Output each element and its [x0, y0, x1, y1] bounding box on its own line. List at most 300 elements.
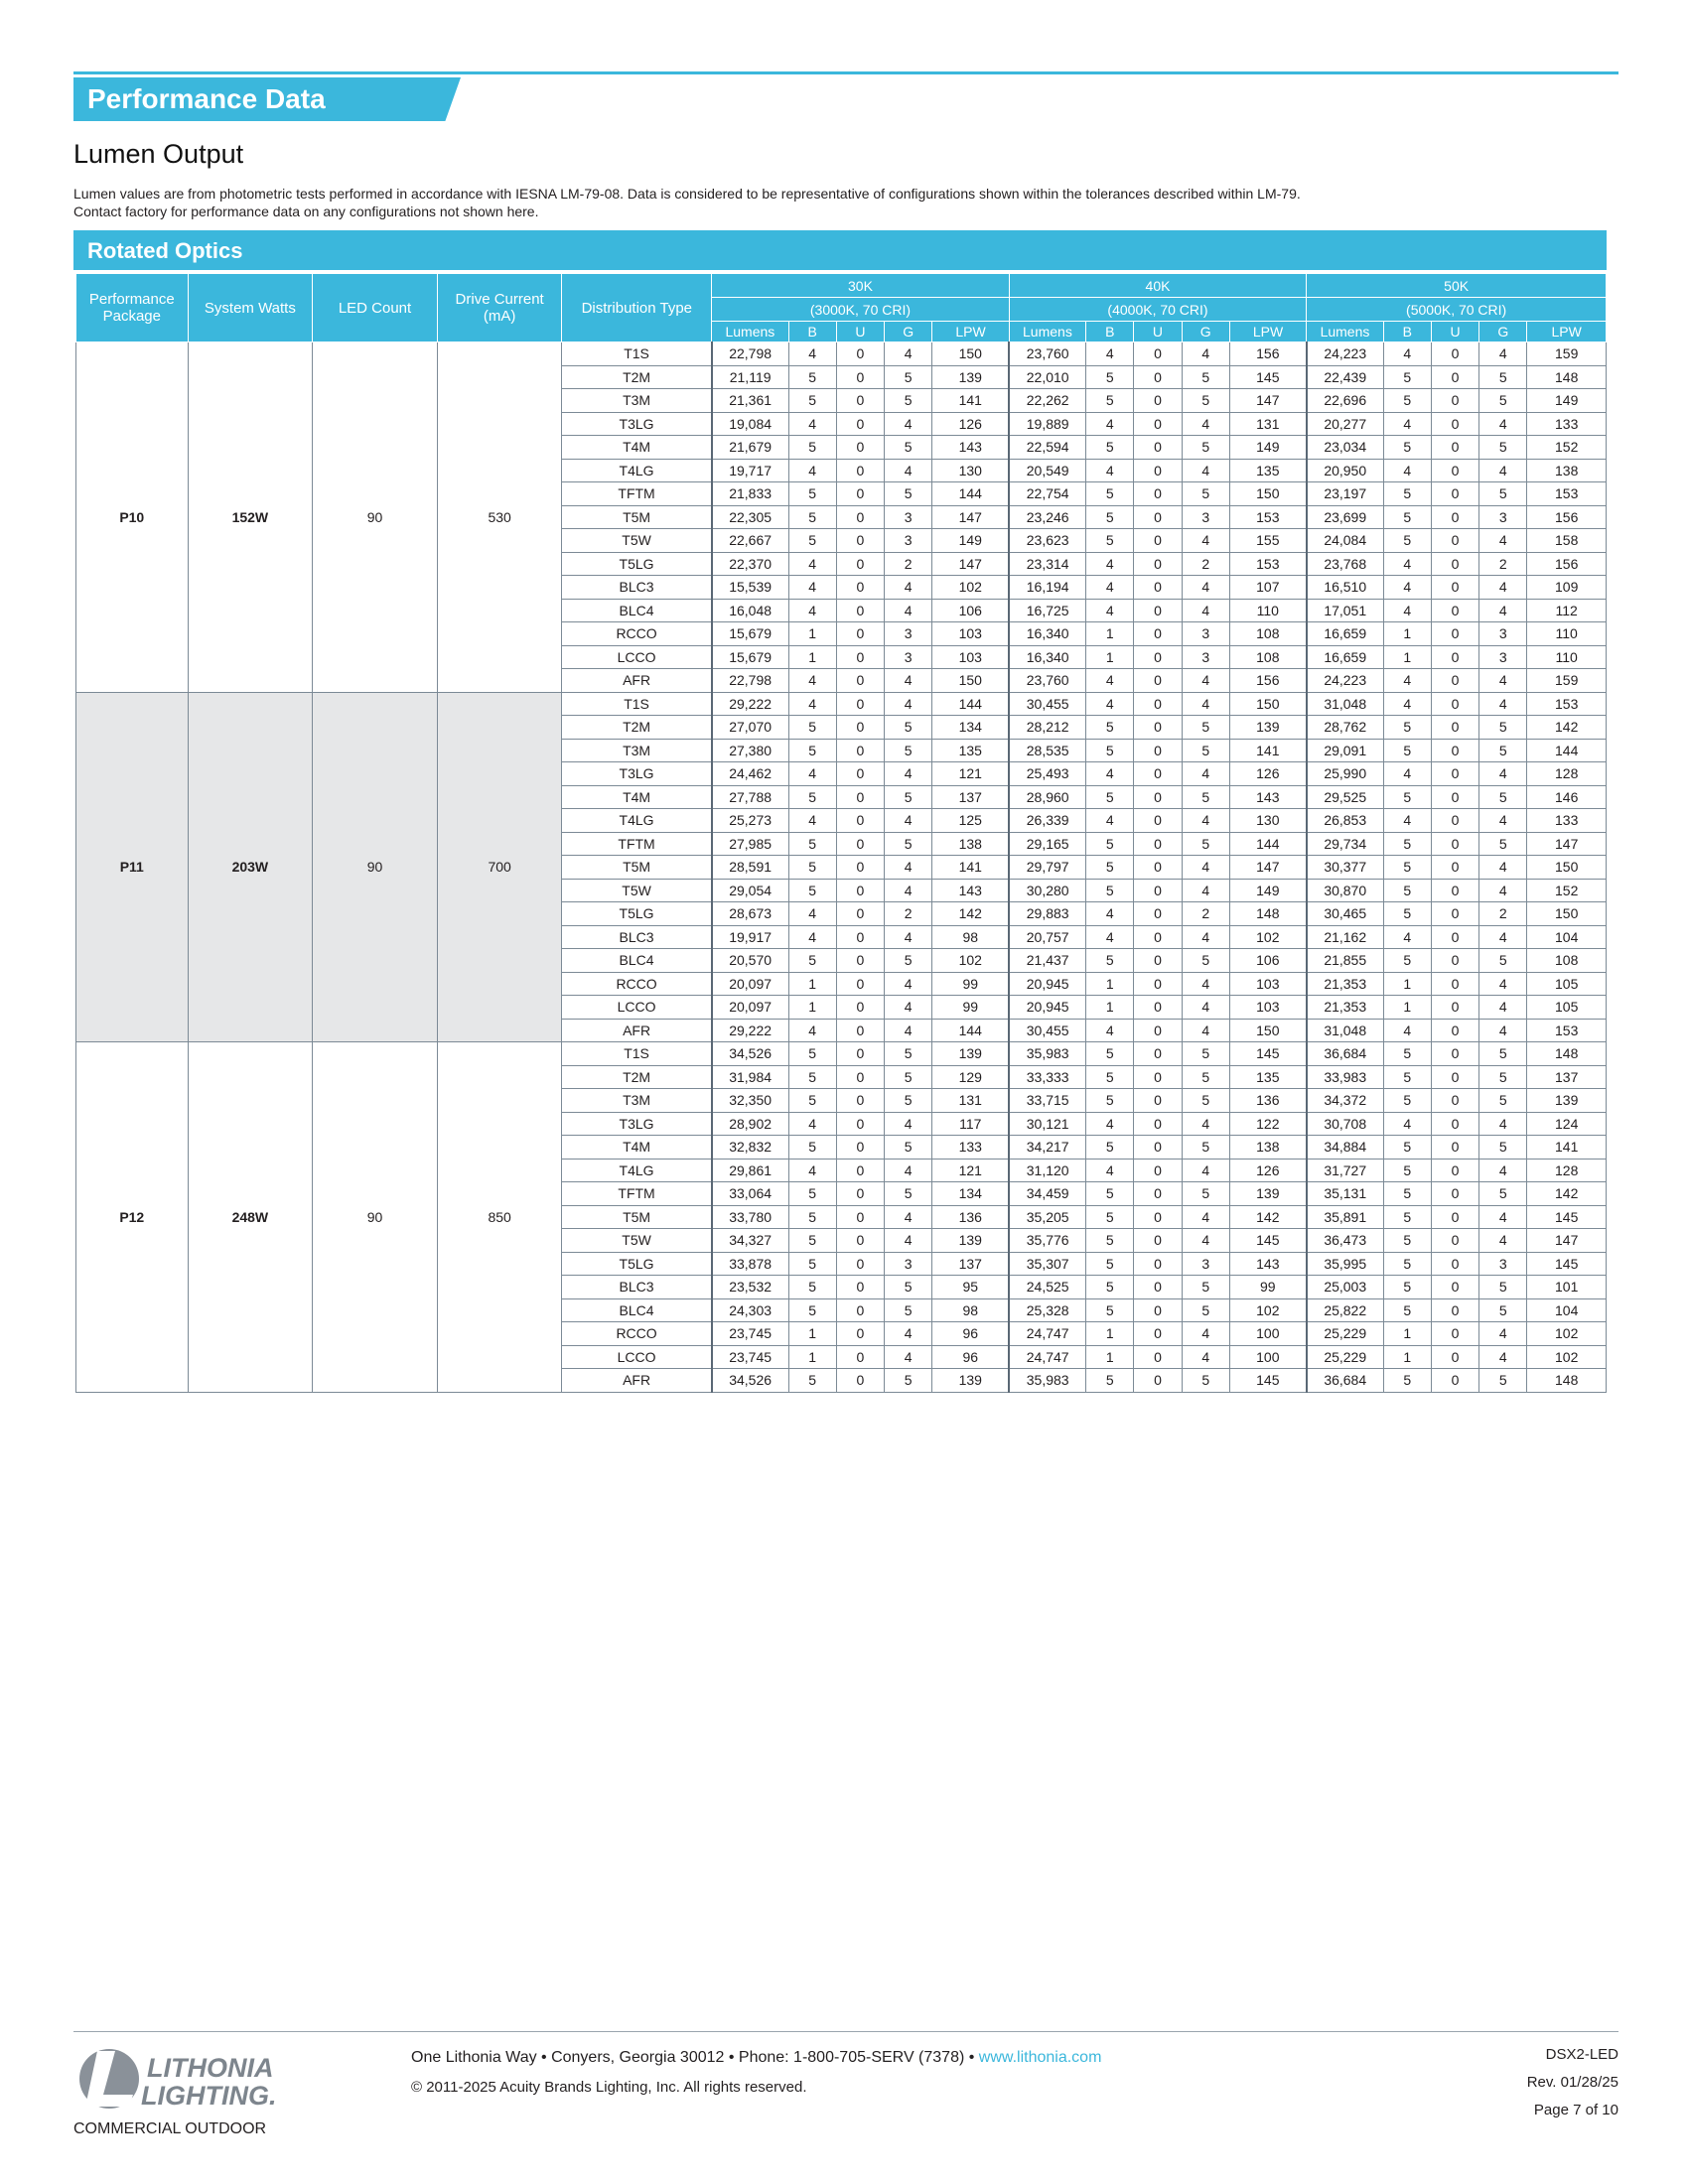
header-system-watts: System Watts: [188, 274, 313, 342]
value-cell: 5: [1383, 1159, 1431, 1182]
value-cell: 4: [1479, 412, 1527, 436]
value-cell: 136: [932, 1205, 1009, 1229]
value-cell: 153: [1527, 692, 1607, 716]
value-cell: 5: [788, 832, 836, 856]
value-cell: 0: [1134, 436, 1182, 460]
value-cell: 4: [885, 925, 932, 949]
value-cell: 5: [1479, 949, 1527, 973]
value-cell: 35,983: [1009, 1369, 1085, 1393]
value-cell: 5: [1086, 1089, 1134, 1113]
value-cell: 0: [836, 879, 884, 902]
value-cell: 5: [1383, 1136, 1431, 1160]
footer-rule: [73, 2031, 1618, 2032]
value-cell: 3: [885, 622, 932, 646]
value-cell: 29,797: [1009, 856, 1085, 880]
value-cell: 21,353: [1307, 972, 1383, 996]
value-cell: 5: [1383, 785, 1431, 809]
value-cell: 0: [1134, 645, 1182, 669]
value-cell: 106: [1229, 949, 1306, 973]
value-cell: 0: [836, 1042, 884, 1066]
value-cell: 5: [885, 1369, 932, 1393]
value-cell: 1: [788, 996, 836, 1020]
value-cell: 36,684: [1307, 1369, 1383, 1393]
value-cell: 5: [1479, 1136, 1527, 1160]
value-cell: 145: [1527, 1205, 1607, 1229]
value-cell: 0: [836, 739, 884, 762]
value-cell: 29,222: [712, 692, 788, 716]
value-cell: 24,747: [1009, 1345, 1085, 1369]
distribution-cell: RCCO: [562, 972, 712, 996]
table-title-bar: [73, 230, 1607, 270]
value-cell: 0: [836, 716, 884, 740]
value-cell: 98: [932, 925, 1009, 949]
value-cell: 135: [1229, 459, 1306, 482]
value-cell: 3: [885, 1252, 932, 1276]
value-cell: 5: [1086, 739, 1134, 762]
value-cell: 5: [788, 1089, 836, 1113]
value-cell: 130: [1229, 809, 1306, 833]
distribution-cell: BLC3: [562, 576, 712, 600]
value-cell: 5: [885, 739, 932, 762]
value-cell: 5: [1086, 505, 1134, 529]
value-cell: 4: [1182, 1019, 1229, 1042]
value-cell: 28,902: [712, 1112, 788, 1136]
value-cell: 24,747: [1009, 1322, 1085, 1346]
group-led: 90: [313, 1042, 438, 1393]
value-cell: 23,768: [1307, 552, 1383, 576]
value-cell: 0: [836, 785, 884, 809]
value-cell: 0: [1431, 1345, 1478, 1369]
value-cell: 20,950: [1307, 459, 1383, 482]
value-cell: 23,699: [1307, 505, 1383, 529]
value-cell: 149: [932, 529, 1009, 553]
value-cell: 27,985: [712, 832, 788, 856]
value-cell: 5: [1479, 832, 1527, 856]
value-cell: 3: [1479, 622, 1527, 646]
header-rule: [73, 71, 1618, 74]
value-cell: 1: [1383, 622, 1431, 646]
value-cell: 98: [932, 1298, 1009, 1322]
value-cell: 99: [1229, 1276, 1306, 1299]
value-cell: 0: [1134, 482, 1182, 506]
value-cell: 25,273: [712, 809, 788, 833]
value-cell: 16,725: [1009, 599, 1085, 622]
value-cell: 0: [836, 762, 884, 786]
value-cell: 131: [932, 1089, 1009, 1113]
value-cell: 4: [1086, 809, 1134, 833]
value-cell: 5: [1383, 949, 1431, 973]
product-code: DSX2-LED: [1545, 2046, 1618, 2063]
distribution-cell: T4M: [562, 1136, 712, 1160]
value-cell: 104: [1527, 925, 1607, 949]
value-cell: 5: [885, 1089, 932, 1113]
value-cell: 0: [1134, 1112, 1182, 1136]
table-title: Rotated Optics: [87, 238, 243, 263]
value-cell: 20,097: [712, 972, 788, 996]
col-header-lumens: Lumens: [712, 322, 788, 342]
value-cell: 0: [836, 1182, 884, 1206]
value-cell: 0: [1431, 505, 1478, 529]
group-drive: 850: [437, 1042, 562, 1393]
value-cell: 4: [885, 1345, 932, 1369]
value-cell: 5: [885, 1298, 932, 1322]
value-cell: 4: [1086, 902, 1134, 926]
value-cell: 29,054: [712, 879, 788, 902]
value-cell: 4: [1182, 1229, 1229, 1253]
distribution-cell: T1S: [562, 342, 712, 366]
value-cell: 35,891: [1307, 1205, 1383, 1229]
value-cell: 0: [836, 925, 884, 949]
group-package: P12: [76, 1042, 189, 1393]
value-cell: 102: [1229, 1298, 1306, 1322]
value-cell: 135: [1229, 1065, 1306, 1089]
group-watts: 203W: [188, 692, 313, 1042]
value-cell: 34,372: [1307, 1089, 1383, 1113]
col-header-g: G: [885, 322, 932, 342]
value-cell: 4: [1479, 1345, 1527, 1369]
value-cell: 0: [1431, 365, 1478, 389]
value-cell: 5: [1086, 832, 1134, 856]
value-cell: 4: [1383, 692, 1431, 716]
value-cell: 24,223: [1307, 342, 1383, 366]
value-cell: 5: [1383, 879, 1431, 902]
value-cell: 0: [836, 552, 884, 576]
value-cell: 4: [885, 459, 932, 482]
value-cell: 5: [1182, 482, 1229, 506]
distribution-cell: T2M: [562, 365, 712, 389]
value-cell: 126: [1229, 762, 1306, 786]
header-cct-30k: 30K: [712, 274, 1010, 298]
value-cell: 133: [1527, 809, 1607, 833]
value-cell: 156: [1527, 552, 1607, 576]
distribution-cell: T3M: [562, 389, 712, 413]
col-header-b: B: [1086, 322, 1134, 342]
distribution-cell: T4LG: [562, 1159, 712, 1182]
value-cell: 5: [1086, 1065, 1134, 1089]
value-cell: 4: [885, 762, 932, 786]
value-cell: 150: [1229, 692, 1306, 716]
distribution-cell: T4LG: [562, 459, 712, 482]
table-row: [76, 692, 1607, 716]
group-led: 90: [313, 692, 438, 1042]
value-cell: 4: [1479, 459, 1527, 482]
value-cell: 110: [1229, 599, 1306, 622]
value-cell: 0: [836, 1019, 884, 1042]
col-header-g: G: [1479, 322, 1527, 342]
col-header-u: U: [836, 322, 884, 342]
distribution-cell: BLC3: [562, 1276, 712, 1299]
value-cell: 0: [1431, 1205, 1478, 1229]
value-cell: 19,717: [712, 459, 788, 482]
value-cell: 35,995: [1307, 1252, 1383, 1276]
value-cell: 4: [885, 856, 932, 880]
value-cell: 29,525: [1307, 785, 1383, 809]
value-cell: 142: [1527, 1182, 1607, 1206]
value-cell: 0: [1431, 716, 1478, 740]
value-cell: 0: [1134, 552, 1182, 576]
value-cell: 149: [1527, 389, 1607, 413]
value-cell: 156: [1229, 342, 1306, 366]
header-cct-40k-sub: (4000K, 70 CRI): [1009, 298, 1307, 322]
value-cell: 0: [1134, 809, 1182, 833]
value-cell: 5: [788, 1042, 836, 1066]
value-cell: 1: [1383, 996, 1431, 1020]
value-cell: 5: [1479, 1042, 1527, 1066]
value-cell: 139: [932, 1229, 1009, 1253]
value-cell: 0: [836, 1252, 884, 1276]
value-cell: 35,307: [1009, 1252, 1085, 1276]
value-cell: 0: [1431, 1112, 1478, 1136]
value-cell: 5: [1383, 832, 1431, 856]
value-cell: 5: [1182, 716, 1229, 740]
distribution-cell: AFR: [562, 669, 712, 693]
value-cell: 27,380: [712, 739, 788, 762]
value-cell: 135: [932, 739, 1009, 762]
value-cell: 0: [1431, 1042, 1478, 1066]
value-cell: 16,340: [1009, 622, 1085, 646]
value-cell: 117: [932, 1112, 1009, 1136]
value-cell: 103: [932, 622, 1009, 646]
value-cell: 0: [1134, 996, 1182, 1020]
value-cell: 138: [932, 832, 1009, 856]
value-cell: 3: [1479, 1252, 1527, 1276]
value-cell: 147: [1229, 856, 1306, 880]
value-cell: 0: [1134, 342, 1182, 366]
value-cell: 5: [788, 716, 836, 740]
value-cell: 22,798: [712, 669, 788, 693]
value-cell: 3: [1479, 505, 1527, 529]
value-cell: 25,822: [1307, 1298, 1383, 1322]
value-cell: 5: [1383, 1089, 1431, 1113]
value-cell: 139: [932, 1369, 1009, 1393]
value-cell: 5: [1383, 902, 1431, 926]
value-cell: 0: [1134, 1065, 1182, 1089]
value-cell: 100: [1229, 1322, 1306, 1346]
value-cell: 4: [1479, 576, 1527, 600]
value-cell: 0: [1134, 622, 1182, 646]
value-cell: 145: [1229, 1042, 1306, 1066]
value-cell: 0: [836, 342, 884, 366]
value-cell: 5: [1479, 716, 1527, 740]
value-cell: 4: [788, 692, 836, 716]
value-cell: 5: [1086, 1229, 1134, 1253]
value-cell: 142: [1229, 1205, 1306, 1229]
value-cell: 5: [1086, 1369, 1134, 1393]
group-package: P10: [76, 342, 189, 693]
value-cell: 5: [1479, 1182, 1527, 1206]
value-cell: 5: [885, 716, 932, 740]
value-cell: 4: [1086, 599, 1134, 622]
value-cell: 30,280: [1009, 879, 1085, 902]
value-cell: 0: [836, 1369, 884, 1393]
value-cell: 128: [1527, 762, 1607, 786]
value-cell: 5: [1479, 482, 1527, 506]
section-banner-title: Performance Data: [87, 83, 326, 114]
value-cell: 21,679: [712, 436, 788, 460]
value-cell: 5: [1182, 1298, 1229, 1322]
value-cell: 4: [885, 669, 932, 693]
value-cell: 142: [932, 902, 1009, 926]
value-cell: 112: [1527, 599, 1607, 622]
value-cell: 109: [1527, 576, 1607, 600]
value-cell: 4: [1383, 925, 1431, 949]
value-cell: 5: [1383, 389, 1431, 413]
value-cell: 4: [788, 1159, 836, 1182]
value-cell: 5: [1383, 529, 1431, 553]
value-cell: 0: [836, 972, 884, 996]
value-cell: 5: [788, 949, 836, 973]
value-cell: 5: [885, 1276, 932, 1299]
value-cell: 34,327: [712, 1229, 788, 1253]
value-cell: 5: [788, 879, 836, 902]
value-cell: 136: [1229, 1089, 1306, 1113]
value-cell: 24,223: [1307, 669, 1383, 693]
value-cell: 102: [1229, 925, 1306, 949]
value-cell: 33,983: [1307, 1065, 1383, 1089]
value-cell: 148: [1527, 1042, 1607, 1066]
value-cell: 0: [1431, 529, 1478, 553]
value-cell: 131: [1229, 412, 1306, 436]
value-cell: 5: [788, 785, 836, 809]
value-cell: 5: [788, 1276, 836, 1299]
value-cell: 0: [1134, 576, 1182, 600]
value-cell: 104: [1527, 1298, 1607, 1322]
value-cell: 5: [1479, 1089, 1527, 1113]
lithonia-logo: [75, 2043, 304, 2122]
value-cell: 4: [1182, 972, 1229, 996]
value-cell: 34,217: [1009, 1136, 1085, 1160]
value-cell: 0: [1431, 832, 1478, 856]
value-cell: 21,855: [1307, 949, 1383, 973]
distribution-cell: TFTM: [562, 482, 712, 506]
col-header-lpw: LPW: [1229, 322, 1306, 342]
value-cell: 31,048: [1307, 692, 1383, 716]
value-cell: 0: [1134, 762, 1182, 786]
value-cell: 23,760: [1009, 669, 1085, 693]
value-cell: 21,437: [1009, 949, 1085, 973]
value-cell: 15,679: [712, 622, 788, 646]
group-drive: 530: [437, 342, 562, 693]
value-cell: 3: [1182, 645, 1229, 669]
value-cell: 2: [1182, 552, 1229, 576]
value-cell: 139: [932, 1042, 1009, 1066]
value-cell: 23,532: [712, 1276, 788, 1299]
value-cell: 5: [1383, 436, 1431, 460]
value-cell: 4: [1479, 809, 1527, 833]
value-cell: 125: [932, 809, 1009, 833]
value-cell: 108: [1527, 949, 1607, 973]
value-cell: 5: [1479, 365, 1527, 389]
value-cell: 0: [1134, 785, 1182, 809]
value-cell: 0: [836, 1229, 884, 1253]
footer-copyright: © 2011-2025 Acuity Brands Lighting, Inc. All rights reserved.: [411, 2079, 807, 2096]
value-cell: 19,917: [712, 925, 788, 949]
value-cell: 159: [1527, 342, 1607, 366]
value-cell: 5: [1383, 482, 1431, 506]
value-cell: 4: [1479, 1322, 1527, 1346]
value-cell: 23,314: [1009, 552, 1085, 576]
value-cell: 5: [1182, 365, 1229, 389]
value-cell: 138: [1527, 459, 1607, 482]
value-cell: 146: [1527, 785, 1607, 809]
value-cell: 0: [1134, 1182, 1182, 1206]
value-cell: 4: [1086, 576, 1134, 600]
value-cell: 16,194: [1009, 576, 1085, 600]
distribution-cell: T4M: [562, 785, 712, 809]
value-cell: 3: [1182, 505, 1229, 529]
distribution-cell: T3LG: [562, 1112, 712, 1136]
value-cell: 5: [885, 1042, 932, 1066]
value-cell: 22,439: [1307, 365, 1383, 389]
value-cell: 20,945: [1009, 996, 1085, 1020]
distribution-cell: BLC3: [562, 925, 712, 949]
value-cell: 4: [1182, 879, 1229, 902]
value-cell: 0: [1431, 1276, 1478, 1299]
value-cell: 5: [1182, 389, 1229, 413]
header-performance-package: Performance Package: [76, 274, 189, 342]
group-watts: 152W: [188, 342, 313, 693]
value-cell: 20,549: [1009, 459, 1085, 482]
value-cell: 100: [1229, 1345, 1306, 1369]
value-cell: 0: [1431, 412, 1478, 436]
value-cell: 4: [1086, 412, 1134, 436]
value-cell: 35,776: [1009, 1229, 1085, 1253]
value-cell: 147: [1527, 1229, 1607, 1253]
value-cell: 5: [1383, 1252, 1431, 1276]
value-cell: 4: [1182, 856, 1229, 880]
value-cell: 24,303: [712, 1298, 788, 1322]
value-cell: 156: [1229, 669, 1306, 693]
value-cell: 22,754: [1009, 482, 1085, 506]
value-cell: 35,131: [1307, 1182, 1383, 1206]
value-cell: 152: [1527, 436, 1607, 460]
value-cell: 3: [885, 505, 932, 529]
value-cell: 141: [932, 389, 1009, 413]
value-cell: 4: [1182, 669, 1229, 693]
value-cell: 143: [932, 436, 1009, 460]
value-cell: 0: [1431, 925, 1478, 949]
value-cell: 103: [932, 645, 1009, 669]
value-cell: 0: [836, 902, 884, 926]
value-cell: 29,165: [1009, 832, 1085, 856]
value-cell: 137: [1527, 1065, 1607, 1089]
value-cell: 4: [1182, 1159, 1229, 1182]
value-cell: 4: [1182, 576, 1229, 600]
value-cell: 0: [1431, 972, 1478, 996]
value-cell: 0: [1431, 692, 1478, 716]
value-cell: 4: [1479, 342, 1527, 366]
value-cell: 1: [1086, 645, 1134, 669]
value-cell: 5: [1479, 785, 1527, 809]
value-cell: 4: [788, 1019, 836, 1042]
value-cell: 1: [1383, 645, 1431, 669]
value-cell: 0: [1431, 1322, 1478, 1346]
value-cell: 4: [788, 1112, 836, 1136]
value-cell: 5: [1182, 1042, 1229, 1066]
value-cell: 5: [885, 1136, 932, 1160]
value-cell: 147: [1229, 389, 1306, 413]
value-cell: 31,120: [1009, 1159, 1085, 1182]
value-cell: 4: [1383, 342, 1431, 366]
group-drive: 700: [437, 692, 562, 1042]
value-cell: 5: [885, 785, 932, 809]
value-cell: 20,945: [1009, 972, 1085, 996]
value-cell: 0: [1134, 716, 1182, 740]
value-cell: 158: [1527, 529, 1607, 553]
value-cell: 4: [885, 1229, 932, 1253]
website-link[interactable]: www.lithonia.com: [978, 2049, 1102, 2066]
value-cell: 1: [1086, 996, 1134, 1020]
